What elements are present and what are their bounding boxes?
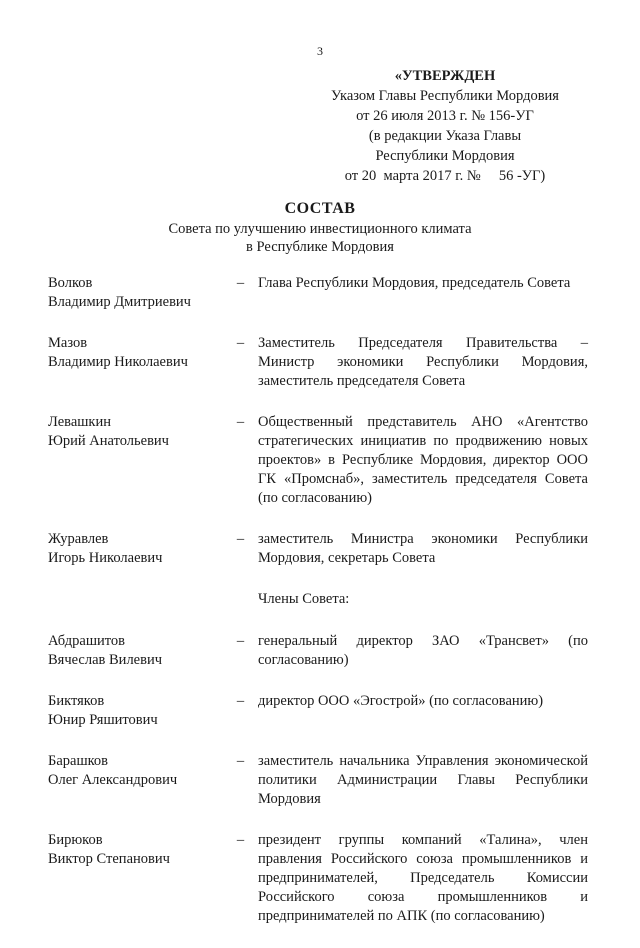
member-role: генеральный директор ЗАО «Трансвет» (по согласованию) (258, 633, 588, 668)
member-name (48, 334, 223, 391)
approval-line: (в редакции Указа Главы (368, 128, 522, 144)
member-role: директор ООО «Эгострой» (по согласованию) (258, 693, 544, 709)
member-surname: Мазов (48, 335, 88, 351)
member-entry (48, 831, 588, 926)
member-dash: – (236, 275, 245, 291)
member-given-names: Игорь Николаевич (48, 550, 163, 566)
member-role: Глава Республики Мордовия, председатель Совета (258, 275, 571, 291)
member-given-names: Виктор Степанович (48, 851, 170, 867)
member-role: заместитель начальника Управления экономической политики Администрации Главы Республики Мордовия (258, 753, 588, 807)
approval-line: от 26 июля 2013 г. № 156-УГ (356, 108, 534, 124)
member-dash: – (236, 633, 245, 649)
members-section-title: Члены Совета: (258, 591, 350, 607)
approval-line: от 20 марта 2017 г. № 56 -УГ) (344, 168, 546, 184)
member-name (48, 692, 223, 730)
member-name (48, 632, 223, 670)
member-role: президент группы компаний «Талина», член правления Российского союза промышленников и предпринимателей, Председатель Комиссии Российского союза промышленников и предпринимателей по АПК (по согласованию) (258, 832, 588, 924)
approval-line: Указом Главы Республики Мордовия (331, 88, 559, 104)
member-dash: – (236, 753, 245, 769)
member-dash: – (236, 531, 245, 547)
member-name (48, 274, 223, 312)
document-heading (0, 198, 640, 256)
member-entry (48, 692, 588, 730)
member-entry (48, 752, 588, 809)
member-surname: Биктяков (48, 693, 105, 709)
member-entry (48, 274, 588, 312)
member-entry (48, 334, 588, 391)
approval-line: Республики Мордовия (375, 148, 515, 164)
member-name (48, 752, 223, 809)
member-given-names: Владимир Николаевич (48, 354, 188, 370)
member-given-names: Юрий Анатольевич (48, 433, 169, 449)
member-dash: – (236, 335, 245, 351)
member-role: заместитель Министра экономики Республики Мордовия, секретарь Совета (258, 531, 588, 566)
approval-title: «УТВЕРЖДЕН (394, 68, 496, 84)
member-surname: Барашков (48, 753, 109, 769)
member-surname: Журавлев (48, 531, 109, 547)
member-name (48, 413, 223, 508)
member-dash: – (236, 414, 245, 430)
member-entry (48, 413, 588, 508)
member-role: Заместитель Председателя Правительства – Министр экономики Республики Мордовия, заместитель председателя Совета (258, 335, 588, 389)
approval-block (300, 66, 590, 186)
member-given-names: Вячеслав Вилевич (48, 652, 163, 668)
member-surname: Бирюков (48, 832, 103, 848)
member-surname: Абдрашитов (48, 633, 125, 649)
member-surname: Волков (48, 275, 93, 291)
member-role: Общественный представитель АНО «Агентство стратегических инициатив по продвижению новых проектов» в Республике Мордовия, директор ООО ГК «Промснаб», заместитель председателя Совета (по согласованию) (258, 414, 588, 506)
document-subtitle: в Республике Мордовия (246, 239, 394, 255)
member-surname: Левашкин (48, 414, 111, 430)
member-name (48, 831, 223, 926)
members-list (48, 274, 588, 948)
member-dash: – (236, 693, 245, 709)
member-entry (48, 632, 588, 670)
member-given-names: Владимир Дмитриевич (48, 294, 191, 310)
member-given-names: Олег Александрович (48, 772, 178, 788)
member-dash: – (236, 832, 245, 848)
document-subtitle: Совета по улучшению инвестиционного климата (168, 221, 472, 237)
member-name (48, 530, 223, 568)
document-title: СОСТАВ (284, 200, 356, 217)
member-given-names: Юнир Ряшитович (48, 712, 158, 728)
member-entry (48, 530, 588, 568)
page-number: 3 (317, 44, 323, 58)
